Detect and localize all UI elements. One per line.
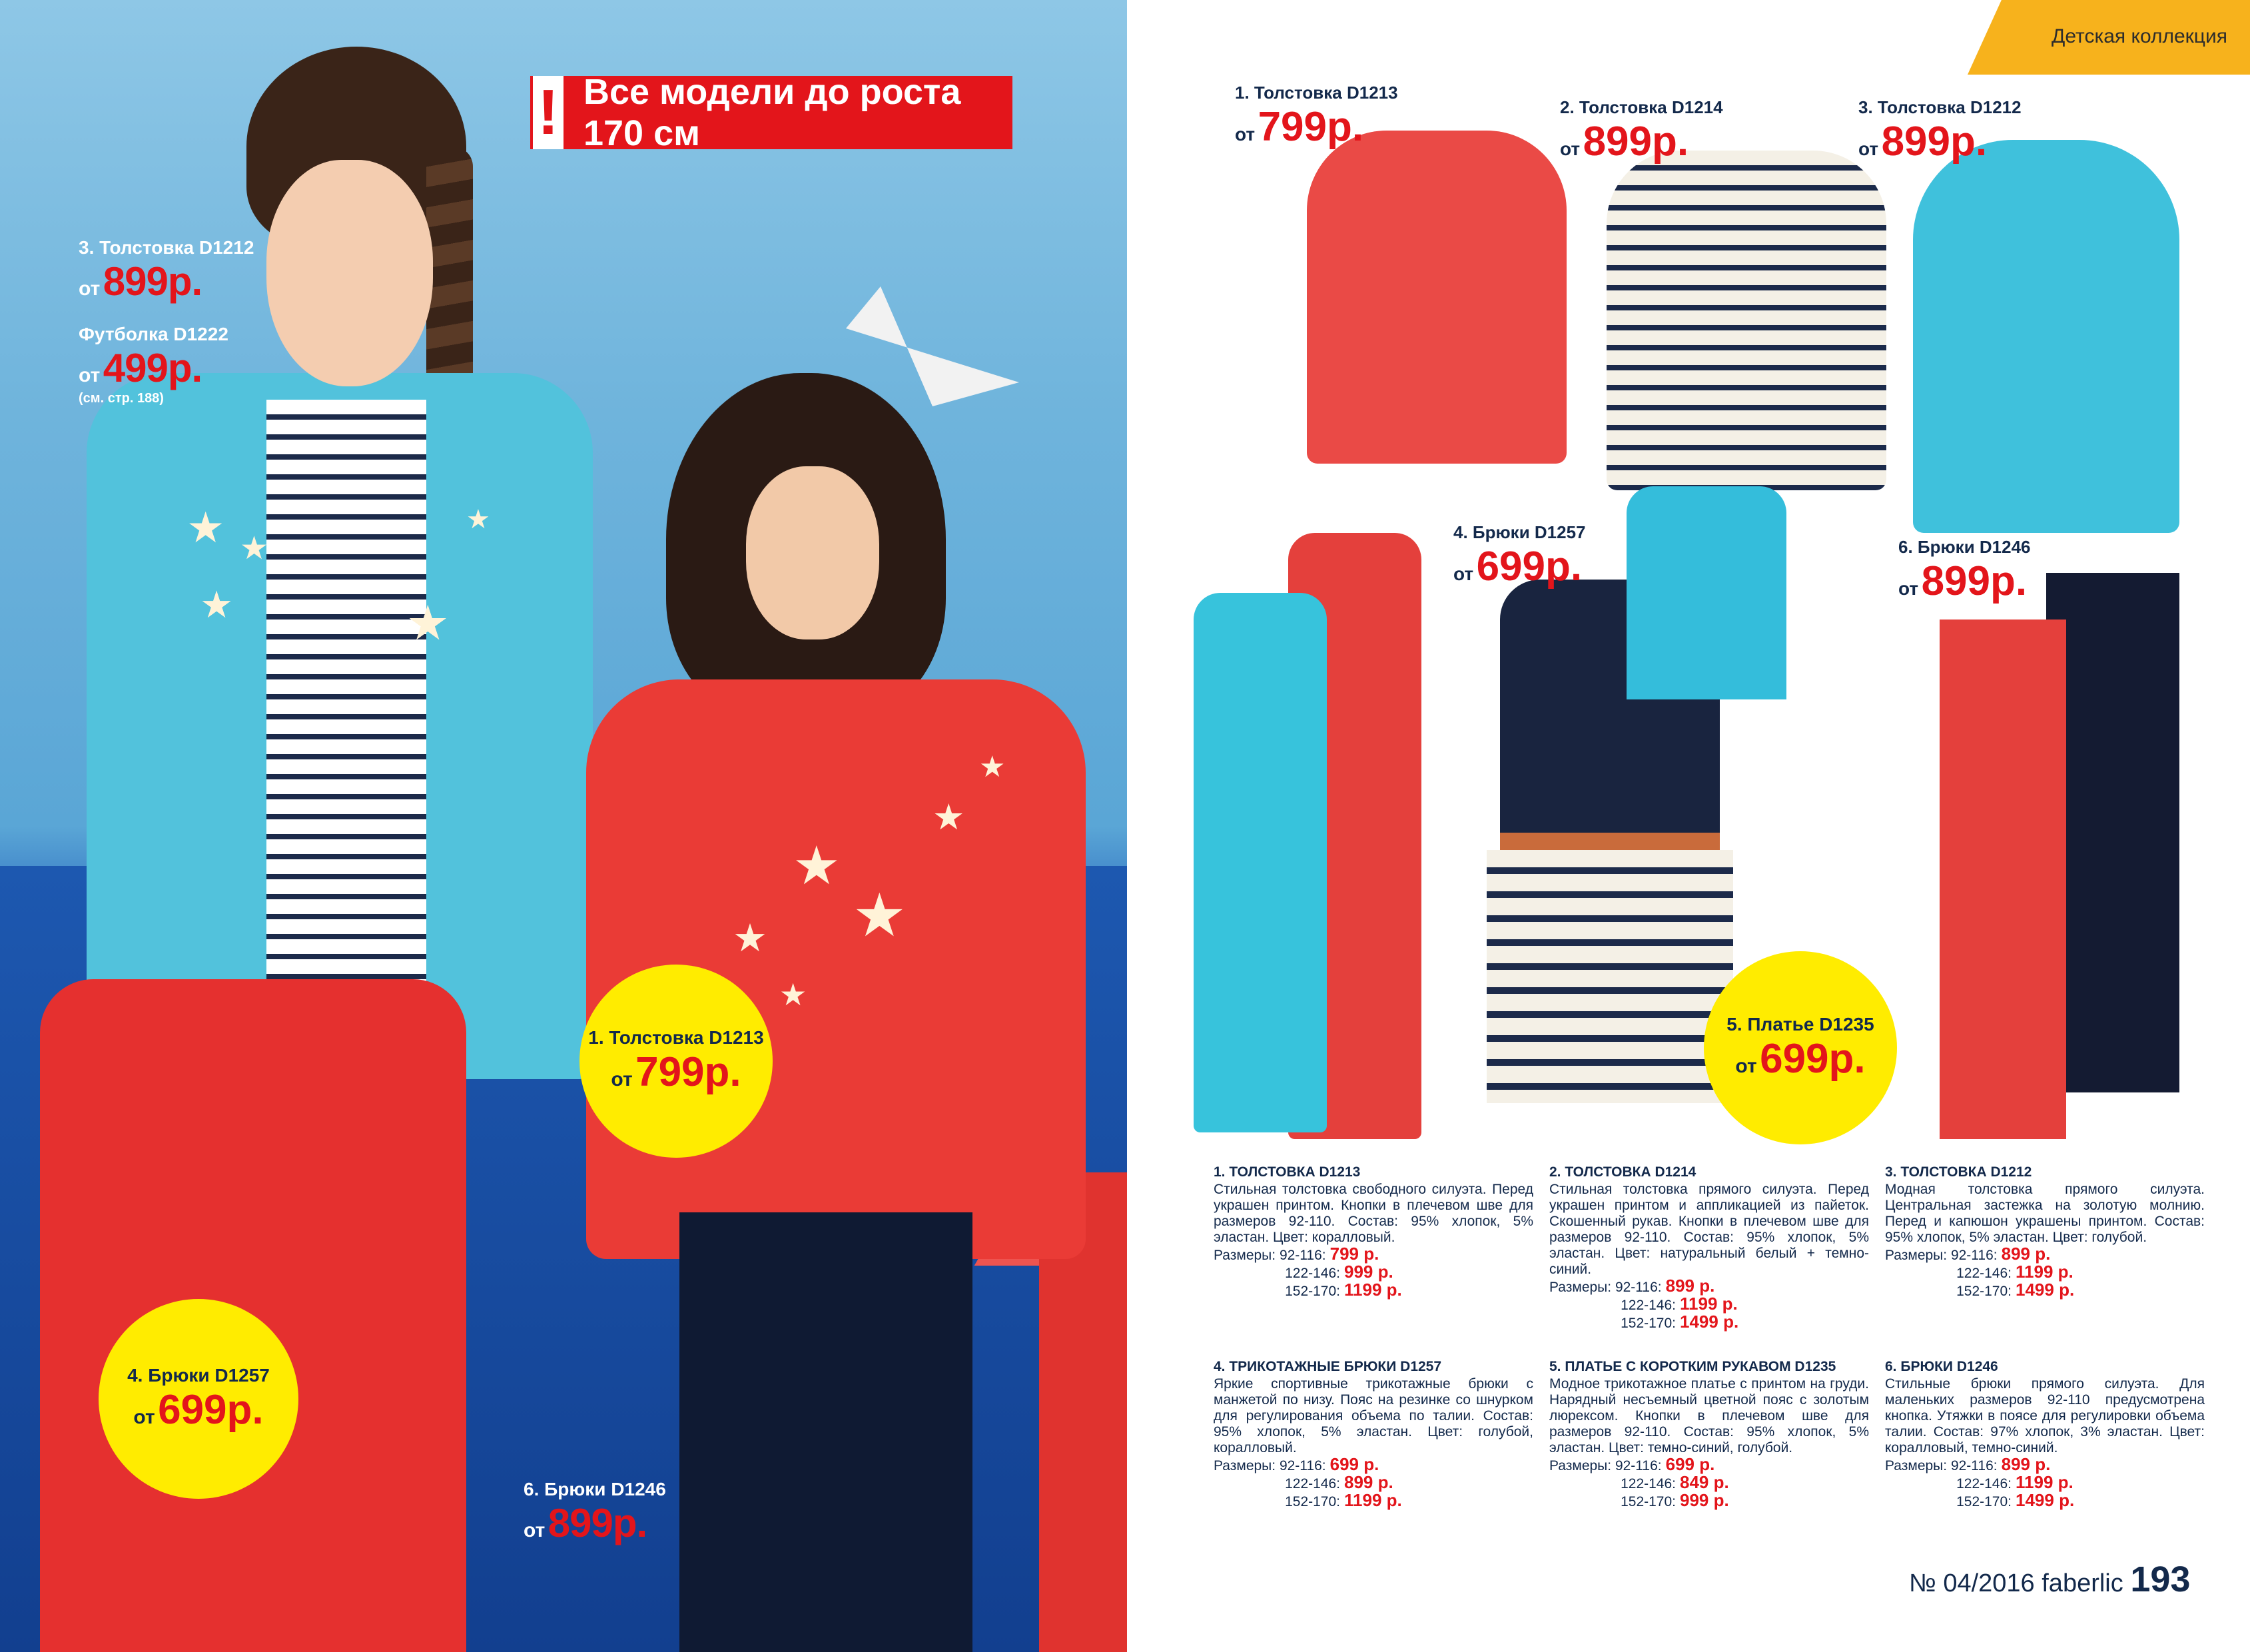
- height-banner: [530, 72, 1012, 153]
- product-label: 4. Брюки D1257 от 699р.: [1453, 522, 1586, 590]
- coral-trousers-photo: [1940, 620, 2066, 1139]
- star-print-icon: ★: [187, 504, 225, 552]
- star-print-icon: ★: [979, 751, 1006, 783]
- paper-boat: [846, 286, 1019, 406]
- girl-face: [266, 160, 433, 386]
- star-print-icon: ★: [200, 584, 234, 625]
- exclamation-icon: !: [533, 76, 563, 149]
- star-print-icon: ★: [793, 836, 841, 895]
- product-description: 5. ПЛАТЬЕ С КОРОТКИМ РУКАВОМ D1235 Модное трикотажное платье с принтом на груди. Нарядный несъемный цветной пояс с золотым люрексом. Кнопки в плечевом шве для размеров 92-110. Состав: 95% хлопок, 5% эластан. Цвет: темно-синий, голубой. Размеры: 92-116: 699 р. 122-146: 849 р. 152-170: 999 р.: [1549, 1359, 1869, 1510]
- product-description: 1. ТОЛСТОВКА D1213 Стильная толстовка свободного силуэта. Перед украшен принтом. Кнопки в плечевом шве для размеров 92-110. Состав: 95% хлопок, 5% эластан. Цвет: коралловый. Размеры: 92-116: 799 р. 122-146: 999 р. 152-170: 1199 р.: [1214, 1164, 1533, 1300]
- product-description: 2. ТОЛСТОВКА D1214 Стильная толстовка прямого силуэта. Перед украшен принтом и аппликацией из пайеток. Скошенный рукав. Кнопки в плечевом шве для размеров 92-110. Состав: 95% хлопок, 5% эластан. Цвет: натуральный белый + темно-синий. Размеры: 92-116: 899 р. 122-146: 1199 р. 152-170: 1499 р.: [1549, 1164, 1869, 1332]
- banner-text: Все модели до роста 170 см: [583, 72, 961, 153]
- product-description: 3. ТОЛСТОВКА D1212 Модная толстовка прямого силуэта. Центральная застежка на золотую молнию. Перед и капюшон украшены принтом. Состав: 95% хлопок, 5% эластан. Цвет: голубой. Размеры: 92-116: 899 р. 122-146: 1199 р. 152-170: 1499 р.: [1885, 1164, 2205, 1300]
- right-page: [1127, 0, 2250, 1652]
- girl-face: [746, 466, 879, 639]
- price-bubble: 5. Платье D1235 от 699р.: [1704, 951, 1897, 1144]
- product-label: 6. Брюки D1246 от 899р.: [524, 1479, 666, 1545]
- price-bubble: 4. Брюки D1257 от 699р.: [99, 1299, 298, 1499]
- star-print-icon: ★: [733, 917, 767, 960]
- star-print-icon: ★: [466, 505, 490, 534]
- product-label: Футболка D1222 от 499р. (см. стр. 188): [79, 324, 228, 406]
- product-description: 6. БРЮКИ D1246 Стильные брюки прямого силуэта. Для маленьких размеров 92-110 предусмотрена кнопка. Утяжки в поясе для регулировки объема талии. Состав: 97% хлопок, 3% эластан. Цвет: коралловый, темно-синий. Размеры: 92-116: 899 р. 122-146: 1199 р. 152-170: 1499 р.: [1885, 1359, 2205, 1510]
- star-print-icon: ★: [933, 797, 965, 837]
- product-label: 2. Толстовка D1214 от 899р.: [1560, 97, 1723, 165]
- star-print-icon: ★: [853, 883, 907, 949]
- page-footer: [1909, 1559, 2190, 1600]
- star-print-icon: ★: [779, 977, 807, 1012]
- brand-name: faberlic: [2042, 1569, 2123, 1597]
- blue-zip-hoodie-photo: [1913, 140, 2179, 533]
- product-description: 4. ТРИКОТАЖНЫЕ БРЮКИ D1257 Яркие спортивные трикотажные брюки с манжетой по низу. Пояс на резинке со шнурком для регулирования объема по талии. Состав: 95% хлопок, 5% эластан. Цвет: голубой, коралловый. Размеры: 92-116: 699 р. 122-146: 899 р. 152-170: 1199 р.: [1214, 1359, 1533, 1510]
- product-label: 6. Брюки D1246 от 899р.: [1898, 537, 2031, 604]
- blue-joggers-photo: [1194, 593, 1327, 1132]
- product-label: 1. Толстовка D1213 от 799р.: [1235, 83, 1398, 150]
- dress-photo: [1473, 533, 1740, 1146]
- coral-sweatshirt-photo: [1307, 131, 1567, 464]
- section-tab-label: Детская коллекция: [2052, 25, 2227, 47]
- page-number: 193: [2130, 1559, 2191, 1599]
- issue-number: № 04/2016: [1909, 1569, 2035, 1597]
- navy-pants: [679, 1212, 972, 1652]
- product-label: 3. Толстовка D1212 от 899р.: [1858, 97, 2022, 165]
- striped-sweatshirt-photo: [1607, 151, 1886, 490]
- price-bubble: 1. Толстовка D1213 от 799р.: [579, 965, 773, 1158]
- striped-tshirt: [266, 400, 426, 986]
- product-label: 3. Толстовка D1212 от 899р.: [79, 237, 254, 304]
- navy-trousers-photo: [2046, 573, 2179, 1092]
- star-print-icon: ★: [406, 597, 450, 650]
- star-print-icon: ★: [240, 531, 269, 566]
